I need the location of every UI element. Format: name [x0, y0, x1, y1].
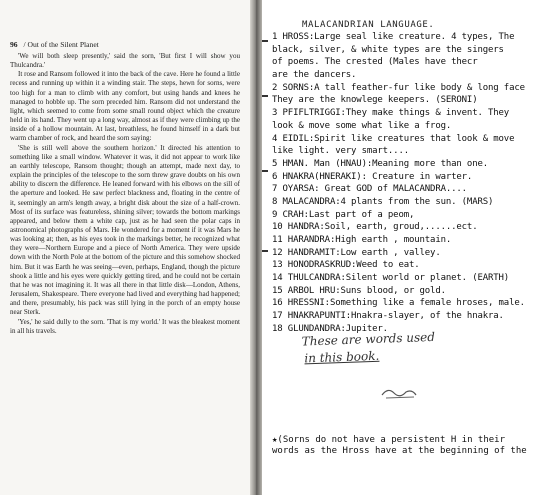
running-head-title: / Out of the Silent Planet — [23, 40, 99, 49]
margin-mark — [262, 40, 268, 42]
glossary-entry: They are the knowlege keepers. (SERONI) — [272, 95, 478, 106]
glossary-entry: like light. very smart.... — [272, 146, 409, 157]
glossary-entry: 13 HONODRASKRUD:Weed to eat. — [272, 260, 420, 271]
footnote — [272, 435, 540, 457]
footnote-line — [272, 435, 540, 446]
footnote-line: words as the Hross have at the beginning of the — [272, 446, 527, 456]
glossary-entry: 12 HANDRAMIT:Low earth , valley. — [272, 247, 441, 258]
asterisk-icon: ★ — [272, 435, 278, 445]
glossary-entry: 5 HMAN. Man (HNAU):Meaning more than one. — [272, 158, 489, 169]
handwritten-line: These are words used — [301, 329, 436, 349]
glossary-title: MALACANDRIAN LANGUAGE. — [302, 20, 435, 30]
glossary-entry: 8 MALACANDRA:4 plants from the sun. (MARS) — [272, 196, 494, 207]
glossary-entry: 14 THULCANDRA:Silent world or planet. (EARTH) — [272, 273, 510, 284]
handwritten-line: in this book. — [304, 348, 380, 366]
glossary-entry: 2 SORNS:A tall feather-fur like body & long face — [272, 82, 525, 93]
glossary-entry: black, silver, & white types are the singers — [272, 44, 504, 55]
glossary-entry: of poems. The crested (Males have thecr — [272, 57, 478, 68]
glossary-entry: 6 HNAKRA(HNERAKI): Creature in warter. — [272, 171, 473, 182]
margin-mark — [262, 250, 268, 252]
glossary-entries — [272, 32, 540, 334]
glossary-entry: are the dancers. — [272, 70, 357, 81]
paragraph: It rose and Ransom followed it into the back of the cave. Here he found a little recess and running up within it a winding stair. The steps, hewn for sorns, were too high for a man to climb with any comfort, but using hands and knees he managed to hobble up. The sorn preceded him. Ransom did not understand the light, which seemed to come from some small round object which the creature held in its hand. They went up a long way, almost as if they were climbing up the inside of a hollow mountain. At last, breathless, he found himself in a dark but warm chamber of rock, and heard the sorn saying: — [10, 70, 240, 143]
glossary-entry: 11 HARANDRA:High earth , mountain. — [272, 235, 452, 245]
paragraph: 'She is still well above the southern horizon.' It directed his attention to something like a small window. Whatever it was, it did not appear to work like an earthly telescope, Ransom thought; though an attempt, made next day, to explain the principles of the telescope to the sorn threw grave doubts on his own ability to discern the difference. He leaned forward with his elbows on the sill of the aperture and looked. He saw perfect blackness and, floating in the centre of it, seemingly an arm's length away, a bright disk about the size of a half-crown. Most of its surface was featureless, shining silver; towards the bottom markings appeared, and below them a white cap, just as he had seen the polar caps in astronomical photographs of Mars. He wondered for a moment if it was Mars he was looking at; then, as his eyes took in the markings better, he recognized what they were—Northern Europe and a piece of North America. They were upside down with the North Pole at the bottom of the picture and this somehow shocked him. But it was Earth he was seeing—even, perhaps, England, though the picture shook a little and his eyes were quickly getting tired, and he could not be certain that he was not imagining it. It was all there in that little disk—London, Athens, Jerusalem, Shakespeare. There everyone had lived and everything had happened; and there, presumably, his pack was still lying in the porch of an empty house near Sterk. — [10, 143, 240, 317]
paragraph: 'Yes,' he said dully to the sorn. 'That is my world.' It was the bleakest moment in all his travels. — [10, 317, 240, 335]
glossary-entry: 18 GLUNDANDRA:Jupiter. — [272, 323, 388, 334]
glossary-entry: 15 ARBOL HRU:Suns blood, or gold. — [272, 285, 446, 296]
pen-scribble-mark — [380, 383, 420, 401]
glossary-entry: 16 HRESSNI:Something like a female hroses, male. — [272, 298, 525, 309]
glossary-entry: 3 PFIFLTRIGGI:They make things & invent. They — [272, 108, 510, 119]
margin-mark — [262, 95, 268, 97]
glossary-entry: 10 HANDRA:Soil, earth, groud,......ect. — [272, 222, 478, 233]
page-number: 96 — [10, 40, 18, 49]
glossary-entry: 9 CRAH:Last part of a peom, — [272, 209, 415, 220]
book-body-text — [10, 52, 240, 336]
glossary-entry: 17 HNAKRAPUNTI:Hnakra-slayer, of the hnakra. — [272, 311, 504, 322]
book-page-left — [0, 0, 250, 495]
book-gutter — [250, 0, 262, 495]
typed-glossary-page — [262, 0, 540, 495]
footnote-text: (Sorns do not have a persistent H in their — [277, 435, 505, 445]
handwritten-note — [301, 327, 502, 368]
running-head — [10, 40, 240, 49]
glossary-entry: look & move some what like a frog. — [272, 120, 452, 131]
margin-mark — [262, 170, 268, 172]
glossary-entry: 1 HROSS:Large seal like creature. 4 types, The — [272, 32, 515, 42]
paragraph: 'We will both sleep presently,' said the sorn, 'But first I will show you Thulcandra.' — [10, 52, 240, 70]
glossary-entry: 4 EIDIL:Spirit like creatures that look & move — [272, 133, 515, 144]
glossary-entry: 7 OYARSA: Great GOD of MALACANDRA.... — [272, 184, 467, 195]
